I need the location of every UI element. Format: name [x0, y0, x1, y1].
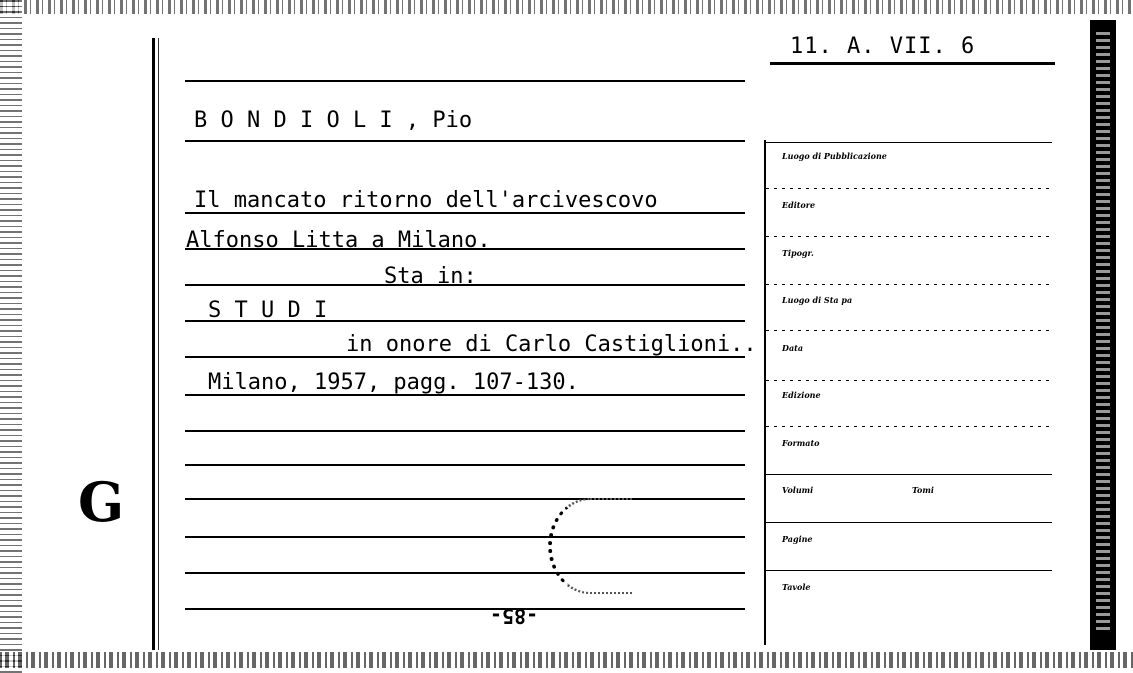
card-rule — [185, 80, 745, 82]
form-rule — [766, 284, 1052, 285]
scan-edge-right-texture — [1096, 30, 1110, 630]
scan-edge-top — [0, 0, 1133, 14]
shelfmark-underline — [770, 62, 1055, 65]
form-rule — [766, 570, 1052, 571]
form-label-pagine: Pagine — [782, 534, 813, 544]
scan-edge-bottom — [0, 652, 1133, 668]
form-rule — [766, 188, 1052, 189]
series-title: S T U D I — [208, 298, 328, 323]
form-rule — [766, 236, 1052, 237]
author-name: B O N D I O L I , Pio — [194, 108, 473, 133]
form-rule — [766, 142, 1052, 143]
form-label-luogo-pubblicazione: Luogo di Pubblicazione — [782, 151, 887, 161]
page-number: -85- — [490, 604, 539, 628]
card-rule — [185, 140, 745, 142]
card-rule — [185, 536, 745, 538]
title-line-2: Alfonso Litta a Milano. — [186, 228, 491, 253]
form-label-data: Data — [782, 343, 803, 353]
form-label-formato: Formato — [782, 438, 820, 448]
card-left-margin-line — [152, 38, 155, 650]
form-rule — [766, 330, 1052, 331]
card-rule — [185, 608, 745, 610]
scan-edge-left — [0, 0, 22, 673]
title-line-1: Il mancato ritorno dell'arcivescovo — [194, 188, 658, 213]
card-rule — [185, 464, 745, 466]
form-rule — [766, 522, 1052, 523]
form-rule — [766, 380, 1052, 381]
form-label-volumi: Volumi — [782, 485, 814, 495]
form-label-tavole: Tavole — [782, 582, 811, 592]
card-rule — [185, 430, 745, 432]
card-rule — [185, 498, 745, 500]
contained-in-label: Sta in: — [384, 264, 477, 289]
shelfmark: 11. A. VII. 6 — [790, 34, 976, 59]
form-label-luogo-stampa: Luogo di Sta pa — [782, 295, 853, 305]
form-label-edizione: Edizione — [782, 390, 821, 400]
form-rule — [766, 474, 1052, 475]
form-label-editore: Editore — [782, 200, 816, 210]
margin-letter: G — [78, 470, 125, 534]
series-subtitle: in onore di Carlo Castiglioni.. — [346, 332, 757, 357]
form-rule — [766, 426, 1052, 427]
form-label-tomi: Tomi — [912, 485, 934, 495]
card-left-margin-line-thin — [158, 38, 159, 650]
form-label-tipografia: Tipogr. — [782, 248, 814, 258]
round-stamp — [548, 498, 632, 594]
imprint: Milano, 1957, pagg. 107-130. — [208, 370, 579, 395]
card-rule — [185, 572, 745, 574]
